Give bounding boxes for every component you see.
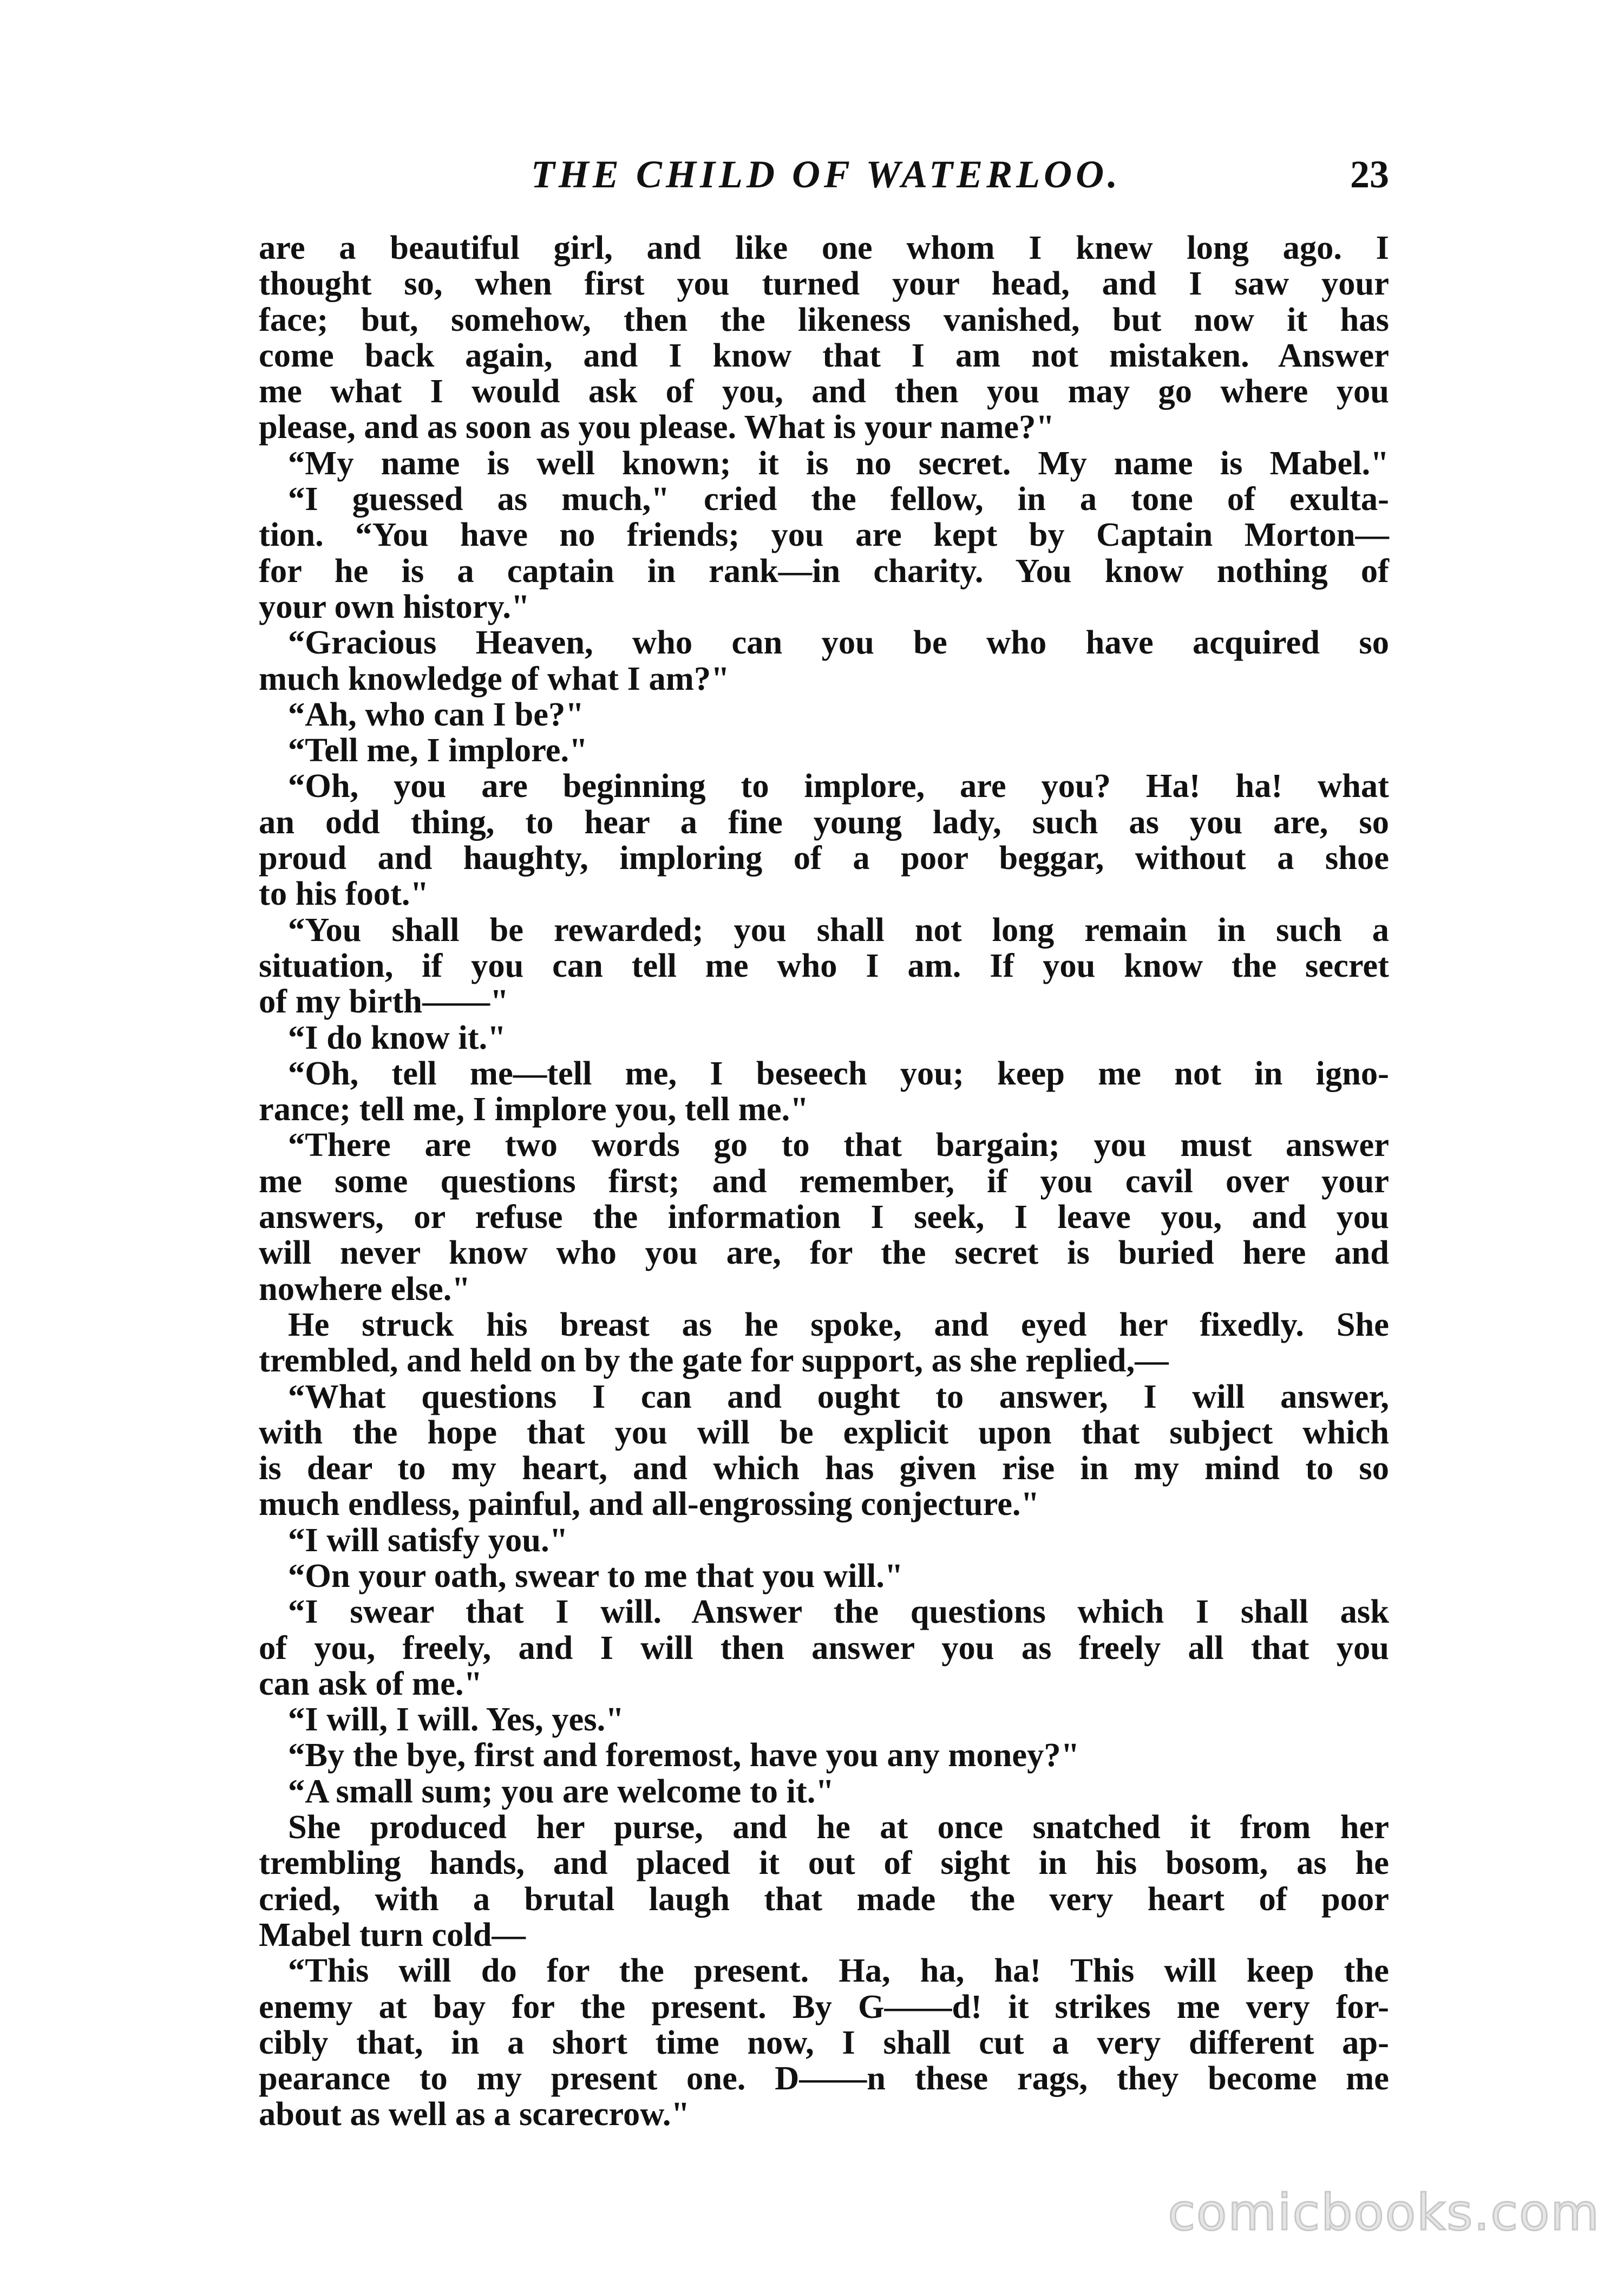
text-line: much endless, painful, and all-engrossing conjecture." (259, 1485, 1040, 1523)
text-line: for he is a captain in rank—in charity. You know nothing of (259, 551, 1389, 590)
text-line: me some questions first; and remember, if you cavil over your (259, 1161, 1389, 1200)
text-line: of you, freely, and I will then answer you as freely all that you (259, 1628, 1389, 1667)
text-line: “My name is well known; it is no secret. My name is Mabel." (288, 443, 1389, 482)
text-line: answers, or refuse the information I seek, I leave you, and you (259, 1198, 1389, 1236)
text-line: an odd thing, to hear a fine young lady, such as you are, so (259, 802, 1389, 841)
text-line: “A small sum; you are welcome to it." (288, 1772, 835, 1810)
text-line: “This will do for the present. Ha, ha, ha! This will keep the (288, 1951, 1389, 1990)
text-line: cried, with a brutal laugh that made the very heart of poor (259, 1879, 1389, 1918)
text-line: enemy at bay for the present. By G——d! it strikes me very for- (259, 1987, 1389, 2025)
text-line: face; but, somehow, then the likeness vanished, but now it has (259, 300, 1389, 338)
text-line: proud and haughty, imploring of a poor beggar, without a shoe (259, 839, 1389, 877)
text-line: tion. “You have no friends; you are kept by Captain Morton— (259, 515, 1389, 554)
watermark-text: comicbooks.com (1168, 2184, 1600, 2242)
text-line: are a beautiful girl, and like one whom I knew long ago. I (259, 228, 1389, 266)
text-line: “I swear that I will. Answer the questions which I shall ask (288, 1592, 1389, 1631)
text-line: “Tell me, I implore." (288, 731, 588, 769)
text-line: cibly that, in a short time now, I shall cut a very different ap- (259, 2023, 1389, 2061)
text-line: “Gracious Heaven, who can you be who have acquired so (288, 623, 1389, 662)
text-line: “I will, I will. Yes, yes." (288, 1700, 624, 1739)
text-line: She produced her purse, and he at once snatched it from her (288, 1808, 1389, 1846)
text-line: “I do know it." (288, 1018, 506, 1056)
text-line: situation, if you can tell me who I am. If you know the secret (259, 946, 1389, 984)
text-line: “There are two words go to that bargain; you must answer (288, 1126, 1389, 1164)
text-line: about as well as a scarecrow." (259, 2095, 690, 2133)
text-line: He struck his breast as he spoke, and eyed her fixedly. She (288, 1305, 1389, 1343)
text-line: “Oh, tell me—tell me, I beseech you; keep me not in igno- (288, 1054, 1389, 1092)
text-line: your own history." (259, 587, 530, 625)
text-line: much knowledge of what I am?" (259, 659, 730, 697)
text-line: me what I would ask of you, and then you may go where you (259, 372, 1389, 410)
text-line: of my birth——" (259, 982, 509, 1021)
page-number: 23 (1350, 153, 1389, 196)
text-line: “Oh, you are beginning to implore, are you? Ha! ha! what (288, 767, 1389, 805)
text-line: please, and as soon as you please. What is your name?" (259, 408, 1055, 446)
running-title: THE CHILD OF WATERLOO. (531, 153, 1122, 196)
page-header (263, 147, 1389, 207)
text-line: is dear to my heart, and which has given rise in my mind to so (259, 1449, 1389, 1487)
text-line: rance; tell me, I implore you, tell me." (259, 1090, 809, 1128)
text-line: to his foot." (259, 874, 429, 913)
text-line: trembling hands, and placed it out of sight in his bosom, as he (259, 1844, 1389, 1882)
text-line: “Ah, who can I be?" (288, 695, 584, 733)
text-line: will never know who you are, for the secret is buried here and (259, 1233, 1389, 1272)
text-line: “I will satisfy you." (288, 1520, 568, 1559)
text-line: “On your oath, swear to me that you will." (288, 1556, 903, 1595)
text-line: thought so, when first you turned your head, and I saw your (259, 264, 1389, 303)
text-line: “What questions I can and ought to answer, I will answer, (288, 1377, 1389, 1415)
text-line: “By the bye, first and foremost, have you any money?" (288, 1736, 1080, 1774)
text-line: Mabel turn cold— (259, 1915, 526, 1953)
text-line: trembled, and held on by the gate for support, as she replied,— (259, 1341, 1169, 1380)
body-text (259, 230, 1389, 2132)
text-line: pearance to my present one. D——n these rags, they become me (259, 2059, 1389, 2097)
text-line: can ask of me." (259, 1664, 483, 1702)
text-line: “I guessed as much," cried the fellow, in a tone of exulta- (288, 480, 1389, 518)
text-line: nowhere else." (259, 1269, 471, 1308)
text-line: “You shall be rewarded; you shall not long remain in such a (288, 910, 1389, 949)
text-line: come back again, and I know that I am not mistaken. Answer (259, 336, 1389, 374)
text-line: with the hope that you will be explicit upon that subject which (259, 1413, 1389, 1451)
